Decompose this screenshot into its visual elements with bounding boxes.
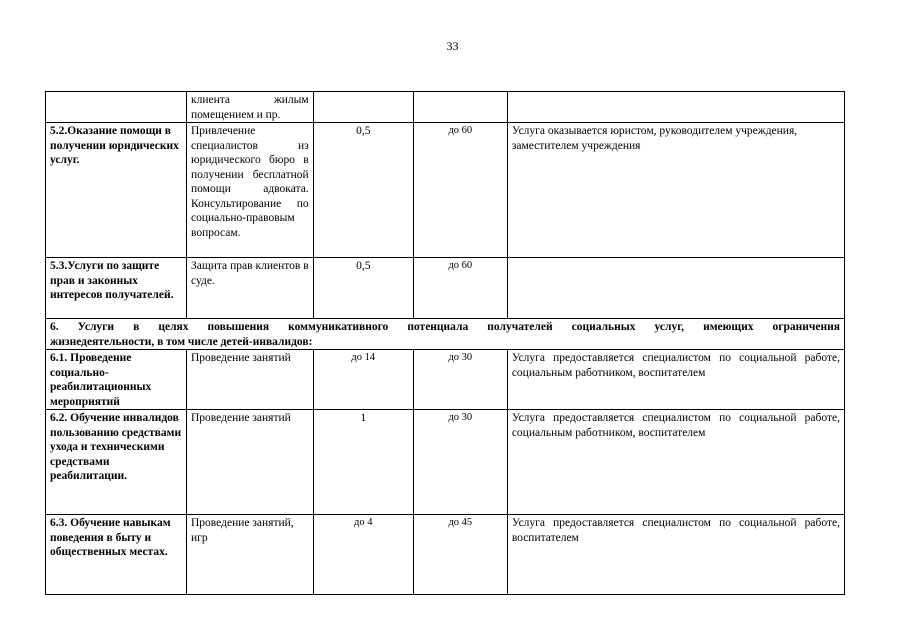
- service-duration-cell: до 60: [413, 123, 507, 258]
- service-content-cell: Проведение занятий: [187, 410, 314, 515]
- section-row: [46, 319, 845, 350]
- table-row: [46, 350, 845, 410]
- service-name-cell: 5.2.Оказание помощи в получении юридических услуг.: [46, 123, 187, 258]
- table-row: [46, 123, 845, 258]
- service-provider-cell: Услуга предоставляется специалистом по социальной работе, социальным работником, воспитателем: [507, 410, 844, 515]
- service-name-cell: 6.2. Обучение инвалидов пользованию средствами ухода и техническими средствами реабилитации.: [46, 410, 187, 515]
- service-provider-cell: [507, 92, 844, 123]
- section-heading: [46, 319, 845, 350]
- service-name-cell: [46, 92, 187, 123]
- service-name-cell: 5.3.Услуги по защите прав и законных интересов получателей.: [46, 258, 187, 319]
- service-cost-cell: 0,5: [313, 123, 413, 258]
- service-cost-cell: до 14: [313, 350, 413, 410]
- service-cost-cell: 1: [313, 410, 413, 515]
- table-row: [46, 258, 845, 319]
- service-name-cell: 6.1. Проведение социально-реабилитационных мероприятий: [46, 350, 187, 410]
- service-provider-cell: Услуга предоставляется специалистом по социальной работе, воспитателем: [507, 515, 844, 595]
- service-duration-cell: до 45: [413, 515, 507, 595]
- section-heading-line: жизнедеятельности, в том числе детей-инвалидов:: [50, 335, 313, 348]
- service-provider-cell: [507, 258, 844, 319]
- table-row: [46, 92, 845, 123]
- service-content-cell: Проведение занятий, игр: [187, 515, 314, 595]
- service-cost-cell: 0,5: [313, 258, 413, 319]
- page-number: 33: [446, 39, 459, 53]
- service-provider-cell: Услуга оказывается юристом, руководителем учреждения, заместителем учреждения: [507, 123, 844, 258]
- service-cost-cell: [313, 92, 413, 123]
- service-content-cell: Защита прав клиентов в суде.: [187, 258, 314, 319]
- service-cost-cell: до 4: [313, 515, 413, 595]
- services-table: [45, 91, 845, 595]
- service-content-cell: Проведение занятий: [187, 350, 314, 410]
- service-duration-cell: до 60: [413, 258, 507, 319]
- service-duration-cell: [413, 92, 507, 123]
- service-content-cell: клиента жилым помещением и пр.: [187, 92, 314, 123]
- service-duration-cell: до 30: [413, 350, 507, 410]
- service-content-cell: Привлечение специалистов из юридического бюро в получении бесплатной помощи адвоката. Консультирование по социально-правовым вопросам.: [187, 123, 314, 258]
- section-heading-line: 6. Услуги в целях повышения коммуникативного потенциала получателей социальных услуг, имеющих ограничения: [50, 321, 840, 333]
- service-provider-cell: Услуга предоставляется специалистом по социальной работе, социальным работником, воспитателем: [507, 350, 844, 410]
- table-row: [46, 515, 845, 595]
- service-duration-cell: до 30: [413, 410, 507, 515]
- table-row: [46, 410, 845, 515]
- service-name-cell: 6.3. Обучение навыкам поведения в быту и общественных местах.: [46, 515, 187, 595]
